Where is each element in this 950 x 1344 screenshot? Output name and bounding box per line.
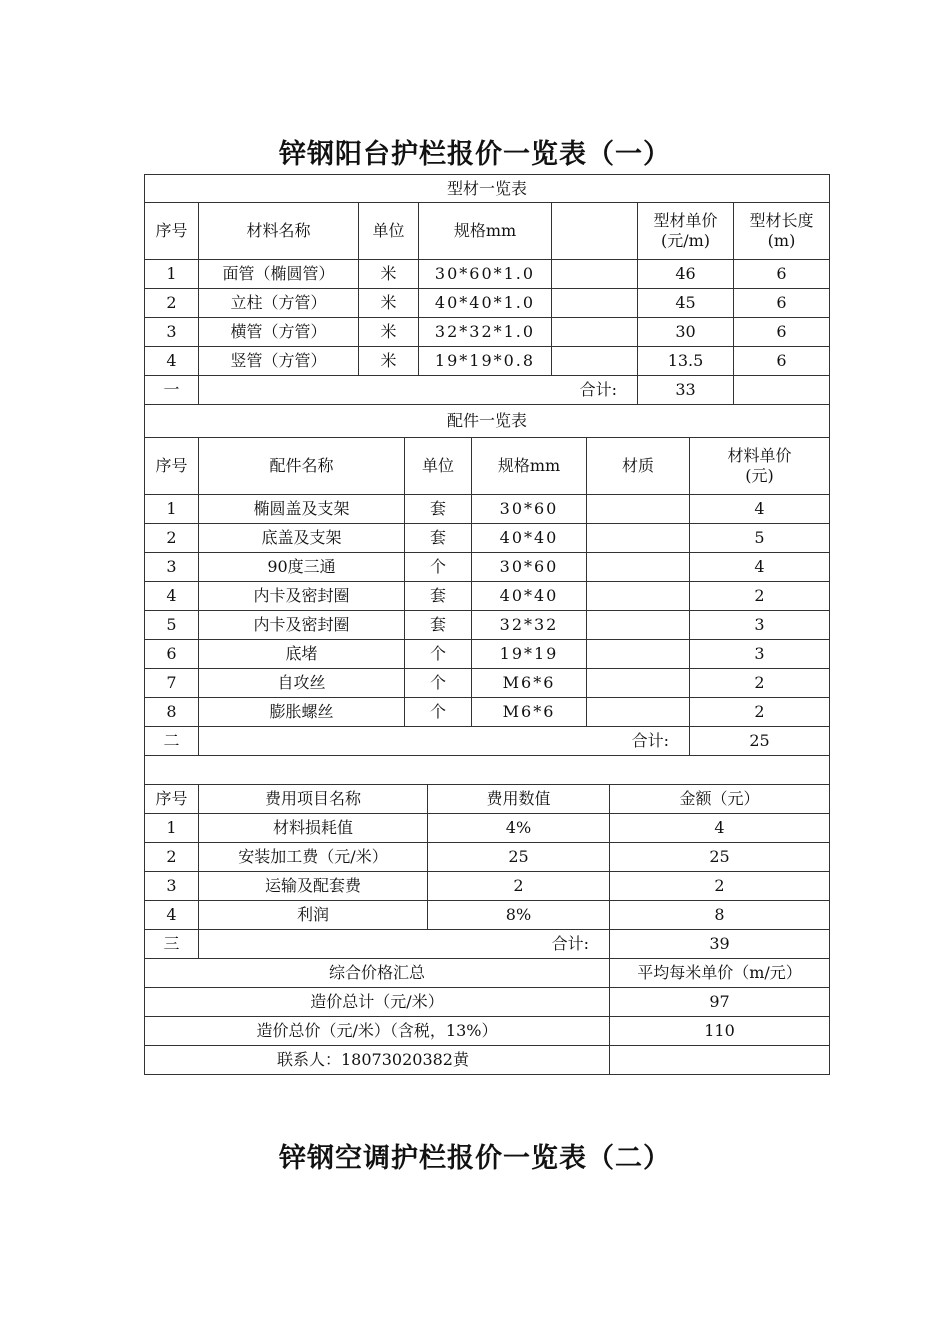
page-title: 锌钢阳台护栏报价一览表（一）: [279, 139, 671, 170]
cell-spec: 40*40: [471, 523, 586, 552]
cell-price: 46: [637, 259, 733, 288]
cell-price: 30: [637, 317, 733, 346]
empty-row: [144, 755, 830, 784]
cell-unit: 套: [404, 610, 471, 639]
table-row: [144, 871, 830, 900]
cell-name: 底盖及支架: [198, 523, 404, 552]
cell-material: [586, 639, 689, 668]
cell-material: [586, 494, 689, 523]
cell-spec: 40*40: [471, 581, 586, 610]
col-header-material: 材质: [586, 437, 689, 494]
cell-blank: [551, 346, 637, 375]
cell-name: 90度三通: [198, 552, 404, 581]
cell-price: 3: [689, 639, 830, 668]
quote-table: [144, 174, 830, 1075]
cell-name: 利润: [198, 900, 427, 929]
table-row: [144, 259, 830, 288]
cell-no: 4: [144, 900, 198, 929]
cell-length: 6: [733, 346, 830, 375]
total-no: 三: [144, 929, 198, 958]
cell-spec: 19*19: [471, 639, 586, 668]
cell-unit: 个: [404, 639, 471, 668]
col-header-blank: [551, 202, 637, 259]
cell-amount: 25: [609, 842, 830, 871]
cell-name: 运输及配套费: [198, 871, 427, 900]
cell-unit: 个: [404, 697, 471, 726]
cell-name: 安装加工费（元/米）: [198, 842, 427, 871]
cell-price: 2: [689, 581, 830, 610]
col-header-name: 配件名称: [198, 437, 404, 494]
cell-name: 面管（椭圆管）: [198, 259, 358, 288]
total-value: 25: [689, 726, 830, 755]
cell-spec: 40*40*1.0: [418, 288, 551, 317]
section-2-heading: 配件一览表: [144, 404, 830, 437]
cell-spec: 19*19*0.8: [418, 346, 551, 375]
cell-name: 内卡及密封圈: [198, 610, 404, 639]
col-header-price: 型材单价 (元/m): [637, 202, 733, 259]
summary-heading: 综合价格汇总: [144, 958, 609, 987]
total-label: 合计:: [198, 375, 637, 404]
col-header-unit: 单位: [358, 202, 418, 259]
cell-material: [586, 668, 689, 697]
table-row: [144, 813, 830, 842]
cell-name: 横管（方管）: [198, 317, 358, 346]
cell-no: 3: [144, 317, 198, 346]
col-header-length: 型材长度 (m): [733, 202, 830, 259]
cell-amount: 4: [609, 813, 830, 842]
cell-name: 内卡及密封圈: [198, 581, 404, 610]
cell-name: 材料损耗值: [198, 813, 427, 842]
contact-row: [144, 1045, 830, 1075]
total-no: 一: [144, 375, 198, 404]
contact-blank: [609, 1045, 830, 1075]
cell-spec: 32*32: [471, 610, 586, 639]
cell-name: 竖管（方管）: [198, 346, 358, 375]
cell-material: [586, 523, 689, 552]
summary-row: [144, 987, 830, 1016]
cell-no: 3: [144, 552, 198, 581]
total-value: 33: [637, 375, 733, 404]
cell-no: 8: [144, 697, 198, 726]
cell-no: 2: [144, 523, 198, 552]
cell-unit: 个: [404, 552, 471, 581]
cell-name: 立柱（方管）: [198, 288, 358, 317]
cell-price: 2: [689, 668, 830, 697]
cell-no: 1: [144, 494, 198, 523]
cell-spec: 30*60: [471, 494, 586, 523]
table-row: [144, 668, 830, 697]
cell-spec: M6*6: [471, 697, 586, 726]
summary-row: [144, 1016, 830, 1045]
summary-value: 97: [609, 987, 830, 1016]
cell-no: 1: [144, 259, 198, 288]
cell-length: 6: [733, 317, 830, 346]
col-header-spec: 规格mm: [471, 437, 586, 494]
total-row: [144, 375, 830, 404]
summary-value: 110: [609, 1016, 830, 1045]
section-heading: [144, 174, 830, 202]
cell-spec: M6*6: [471, 668, 586, 697]
cell-price: 45: [637, 288, 733, 317]
cell-value: 4%: [427, 813, 609, 842]
cell-value: 25: [427, 842, 609, 871]
col-header-value: 费用数值: [427, 784, 609, 813]
summary-heading-row: [144, 958, 830, 987]
col-header-price: 材料单价 (元): [689, 437, 830, 494]
table-row: [144, 610, 830, 639]
section-1-heading: 型材一览表: [144, 174, 830, 202]
total-no: 二: [144, 726, 198, 755]
cell-name: 椭圆盖及支架: [198, 494, 404, 523]
spacer-row: [144, 755, 830, 784]
cell-spec: 32*32*1.0: [418, 317, 551, 346]
table-row: [144, 288, 830, 317]
cell-price: 4: [689, 552, 830, 581]
total-label: 合计:: [198, 726, 689, 755]
table-row: [144, 523, 830, 552]
table-row: [144, 346, 830, 375]
cell-blank: [551, 288, 637, 317]
cell-unit: 米: [358, 346, 418, 375]
total-row: [144, 929, 830, 958]
col-header-spec: 规格mm: [418, 202, 551, 259]
table-row: [144, 842, 830, 871]
col-header-name: 费用项目名称: [198, 784, 427, 813]
col-header-no: 序号: [144, 202, 198, 259]
cell-blank: [551, 259, 637, 288]
summary-unit-price-heading: 平均每米单价（m/元）: [609, 958, 830, 987]
cell-no: 6: [144, 639, 198, 668]
cell-no: 5: [144, 610, 198, 639]
cell-spec: 30*60*1.0: [418, 259, 551, 288]
cell-no: 4: [144, 581, 198, 610]
cell-price: 13.5: [637, 346, 733, 375]
table-row: [144, 900, 830, 929]
cell-material: [586, 697, 689, 726]
cell-unit: 套: [404, 494, 471, 523]
cell-unit: 个: [404, 668, 471, 697]
cell-value: 2: [427, 871, 609, 900]
cell-price: 2: [689, 697, 830, 726]
table-header-row: [144, 784, 830, 813]
table-row: [144, 581, 830, 610]
cell-unit: 米: [358, 317, 418, 346]
contact-info: 联系人：18073020382黄: [144, 1045, 609, 1075]
cell-no: 3: [144, 871, 198, 900]
cell-name: 膨胀螺丝: [198, 697, 404, 726]
table-row: [144, 697, 830, 726]
total-label: 合计:: [198, 929, 609, 958]
cell-blank: [551, 317, 637, 346]
cell-price: 5: [689, 523, 830, 552]
section-heading: [144, 404, 830, 437]
cell-price: 4: [689, 494, 830, 523]
cell-unit: 套: [404, 523, 471, 552]
col-header-amount: 金额（元）: [609, 784, 830, 813]
table-row: [144, 317, 830, 346]
cell-unit: 米: [358, 259, 418, 288]
cell-material: [586, 610, 689, 639]
table-row: [144, 639, 830, 668]
cell-name: 自攻丝: [198, 668, 404, 697]
cell-spec: 30*60: [471, 552, 586, 581]
cell-amount: 8: [609, 900, 830, 929]
cell-material: [586, 581, 689, 610]
cell-no: 2: [144, 842, 198, 871]
cell-no: 2: [144, 288, 198, 317]
total-value: 39: [609, 929, 830, 958]
table-row: [144, 494, 830, 523]
cell-length: 6: [733, 259, 830, 288]
cell-no: 7: [144, 668, 198, 697]
summary-label: 造价总价（元/米）（含税，13%）: [144, 1016, 609, 1045]
total-blank: [733, 375, 830, 404]
second-table-title: 锌钢空调护栏报价一览表（二）: [279, 1143, 671, 1174]
col-header-no: 序号: [144, 437, 198, 494]
cell-price: 3: [689, 610, 830, 639]
cell-no: 4: [144, 346, 198, 375]
col-header-name: 材料名称: [198, 202, 358, 259]
total-row: [144, 726, 830, 755]
cell-unit: 套: [404, 581, 471, 610]
cell-length: 6: [733, 288, 830, 317]
summary-label: 造价总计（元/米）: [144, 987, 609, 1016]
cell-material: [586, 552, 689, 581]
table-header-row: [144, 437, 830, 494]
col-header-unit: 单位: [404, 437, 471, 494]
cell-unit: 米: [358, 288, 418, 317]
cell-amount: 2: [609, 871, 830, 900]
cell-no: 1: [144, 813, 198, 842]
table-row: [144, 552, 830, 581]
cell-value: 8%: [427, 900, 609, 929]
table-header-row: [144, 202, 830, 259]
col-header-no: 序号: [144, 784, 198, 813]
cell-name: 底堵: [198, 639, 404, 668]
